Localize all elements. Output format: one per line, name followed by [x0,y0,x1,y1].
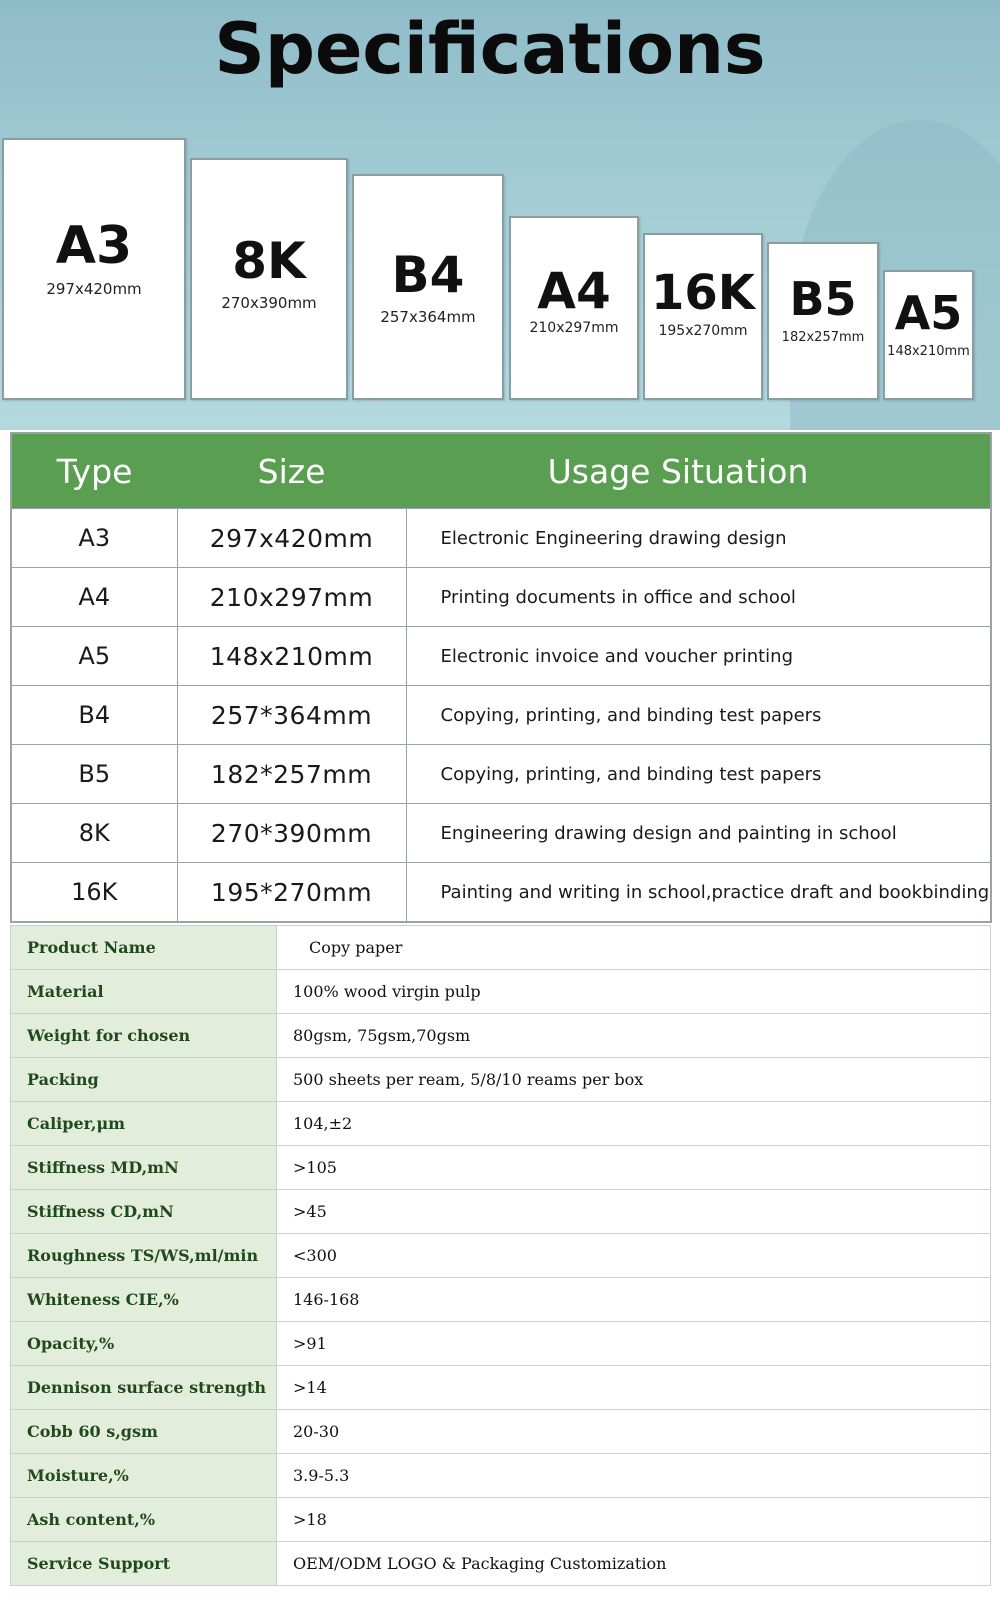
paper-sheet-b4 [352,174,504,400]
spec-row [11,1542,991,1586]
sheet-name: A3 [55,216,133,276]
table-row [11,568,991,627]
paper-sheet-b5 [767,242,879,400]
sheet-name: 8K [232,232,306,290]
spec-row [11,1498,991,1542]
spec-value: 20-30 [277,1410,991,1454]
spec-value: 100% wood virgin pulp [277,970,991,1014]
spec-row [11,970,991,1014]
size-cell: 148x210mm [177,627,406,686]
spec-row [11,926,991,970]
product-spec-table [10,925,991,1586]
spec-row [11,1058,991,1102]
sheet-dimension: 257x364mm [380,308,476,326]
type-cell: B5 [11,745,177,804]
spec-row [11,1234,991,1278]
usage-cell: Printing documents in office and school [406,568,991,627]
type-cell: 8K [11,804,177,863]
spec-value: >91 [277,1322,991,1366]
spec-value: 104,±2 [277,1102,991,1146]
spec-value: >105 [277,1146,991,1190]
type-cell: 16K [11,863,177,923]
spec-row [11,1322,991,1366]
spec-value: >45 [277,1190,991,1234]
table-row [11,745,991,804]
spec-label: Opacity,% [11,1322,277,1366]
spec-value: OEM/ODM LOGO & Packaging Customization [277,1542,991,1586]
usage-cell: Copying, printing, and binding test papers [406,745,991,804]
size-cell: 270*390mm [177,804,406,863]
sheet-name: B5 [789,272,857,326]
spec-label: Product Name [11,926,277,970]
header-size: Size [177,433,406,509]
spec-value: >18 [277,1498,991,1542]
sheet-dimension: 270x390mm [221,294,317,312]
header-usage: Usage Situation [406,433,991,509]
table-row [11,627,991,686]
usage-cell: Electronic Engineering drawing design [406,509,991,568]
sheet-name: A5 [894,286,963,340]
spec-label: Ash content,% [11,1498,277,1542]
spec-label: Moisture,% [11,1454,277,1498]
spec-value: >14 [277,1366,991,1410]
spec-value: 146-168 [277,1278,991,1322]
sheet-name: A4 [537,262,611,320]
sheet-name: 16K [651,265,755,321]
spec-label: Stiffness CD,mN [11,1190,277,1234]
type-cell: A5 [11,627,177,686]
sheet-name: B4 [391,246,465,304]
paper-sheet-a3 [2,138,186,400]
sheet-dimension: 182x257mm [781,330,865,345]
type-cell: A3 [11,509,177,568]
spec-value: 500 sheets per ream, 5/8/10 reams per box [277,1058,991,1102]
usage-cell: Electronic invoice and voucher printing [406,627,991,686]
type-cell: B4 [11,686,177,745]
specifications-banner [0,0,1000,430]
table-row [11,686,991,745]
spec-value: 80gsm, 75gsm,70gsm [277,1014,991,1058]
size-cell: 182*257mm [177,745,406,804]
spec-label: Weight for chosen [11,1014,277,1058]
spec-row [11,1366,991,1410]
size-cell: 195*270mm [177,863,406,923]
page-title: Specifications [214,8,766,90]
spec-value: Copy paper [277,926,991,970]
paper-usage-table [10,432,992,923]
spec-label: Packing [11,1058,277,1102]
spec-row [11,1190,991,1234]
spec-row [11,1454,991,1498]
spec-value: 3.9-5.3 [277,1454,991,1498]
paper-sheet-a5 [883,270,974,400]
usage-cell: Engineering drawing design and painting in school [406,804,991,863]
paper-sheet-a4 [509,216,639,400]
spec-value: <300 [277,1234,991,1278]
spec-label: Cobb 60 s,gsm [11,1410,277,1454]
spec-label: Whiteness CIE,% [11,1278,277,1322]
sheet-dimension: 195x270mm [658,323,748,339]
spec-row [11,1146,991,1190]
paper-sheet-8k [190,158,348,400]
spec-label: Service Support [11,1542,277,1586]
size-cell: 210x297mm [177,568,406,627]
spec-row [11,1014,991,1058]
usage-cell: Copying, printing, and binding test papers [406,686,991,745]
sheet-dimension: 297x420mm [46,280,142,298]
spec-label: Roughness TS/WS,ml/min [11,1234,277,1278]
size-cell: 297x420mm [177,509,406,568]
header-type: Type [11,433,177,509]
table-row [11,509,991,568]
spec-label: Caliper,μm [11,1102,277,1146]
table-header-row [11,433,991,509]
spec-label: Stiffness MD,mN [11,1146,277,1190]
spec-label: Material [11,970,277,1014]
size-cell: 257*364mm [177,686,406,745]
spec-row [11,1102,991,1146]
usage-cell: Painting and writing in school,practice draft and bookbinding [406,863,991,923]
table-row [11,863,991,923]
spec-row [11,1278,991,1322]
paper-sheet-16k [643,233,763,400]
spec-label: Dennison surface strength [11,1366,277,1410]
spec-row [11,1410,991,1454]
type-cell: A4 [11,568,177,627]
sheet-dimension: 210x297mm [529,320,619,336]
table-row [11,804,991,863]
sheet-dimension: 148x210mm [887,344,970,359]
